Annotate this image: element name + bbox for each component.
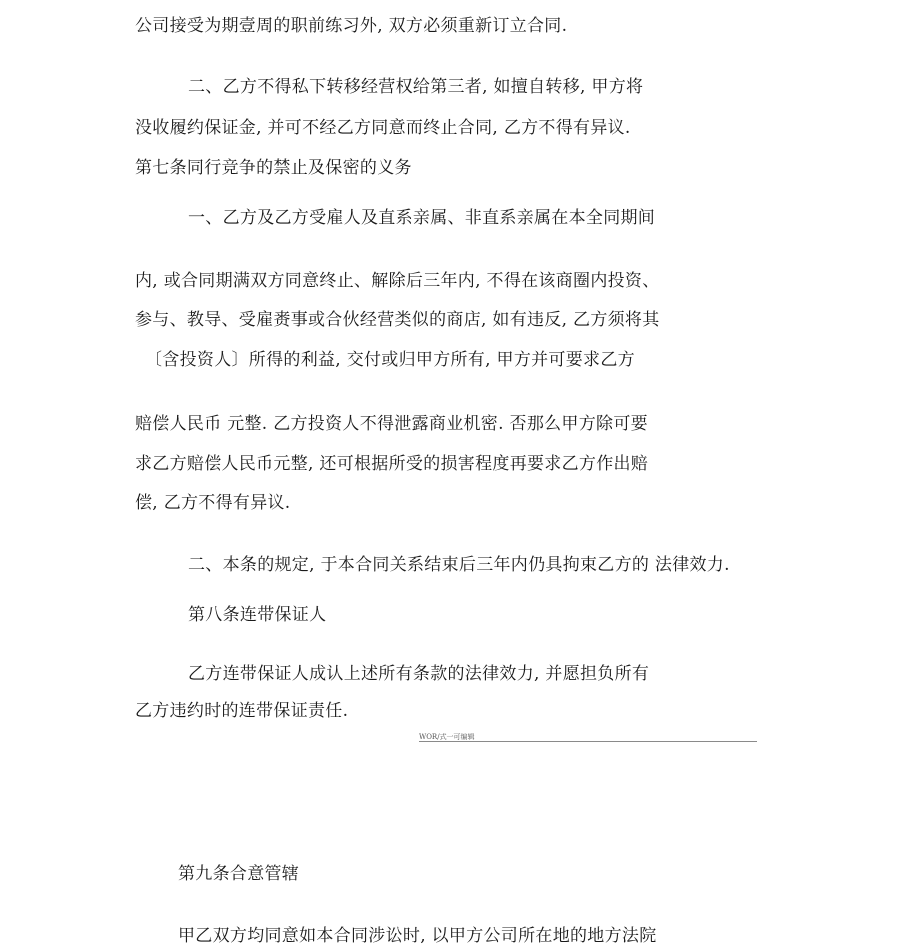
section-heading: 第七条同行竞争的禁止及保密的义务 (135, 158, 412, 178)
paragraph-line: 求乙方赔偿人民币元整, 还可根据所受的损害程度再要求乙方作出赔 (135, 454, 649, 474)
page-footer-label: WOR/式一可编辑 (419, 733, 475, 741)
section-heading: 第九条合意管辖 (178, 864, 300, 884)
paragraph-line: 偿, 乙方不得有异议. (135, 493, 291, 513)
paragraph-line: 没收履约保证金, 并可不经乙方同意而终止合同, 乙方不得有异议. (135, 118, 631, 138)
paragraph-line: 参与、教导、受雇赉事或合伙经营类似的商店, 如有违反, 乙方须将其 (135, 310, 660, 330)
paragraph-line: 乙方连带保证人成认上述所有条款的法律效力, 并愿担负所有 (188, 664, 650, 684)
paragraph-line: 二、乙方不得私下转移经营权给第三者, 如擅自转移, 甲方将 (188, 77, 644, 97)
paragraph-line: 二、本条的规定, 于本合同关系结束后三年内仍具拘束乙方的 法律效力. (188, 555, 730, 575)
section-heading: 第八条连带保证人 (188, 605, 327, 625)
paragraph-line: 一、乙方及乙方受雇人及直系亲属、非直系亲属在本全同期间 (188, 208, 656, 228)
paragraph-line: 公司接受为期壹周的职前练习外, 双方必须重新订立合同. (135, 16, 568, 36)
paragraph-line: 乙方违约时的连带保证责任. (135, 701, 349, 721)
paragraph-line: 赔偿人民币 元整. 乙方投资人不得泄露商业机密. 否那么甲方除可要 (135, 414, 648, 434)
paragraph-line: 〔含投资人〕所得的利益, 交付或归甲方所有, 甲方并可要求乙方 (145, 350, 635, 370)
paragraph-line: 内, 或合同期满双方同意终止、解除后三年内, 不得在该商圈内投资、 (135, 271, 660, 291)
footer-divider (419, 741, 757, 742)
paragraph-line: 甲乙双方均同意如本合同涉讼时, 以甲方公司所在地的地方法院 (178, 926, 657, 946)
